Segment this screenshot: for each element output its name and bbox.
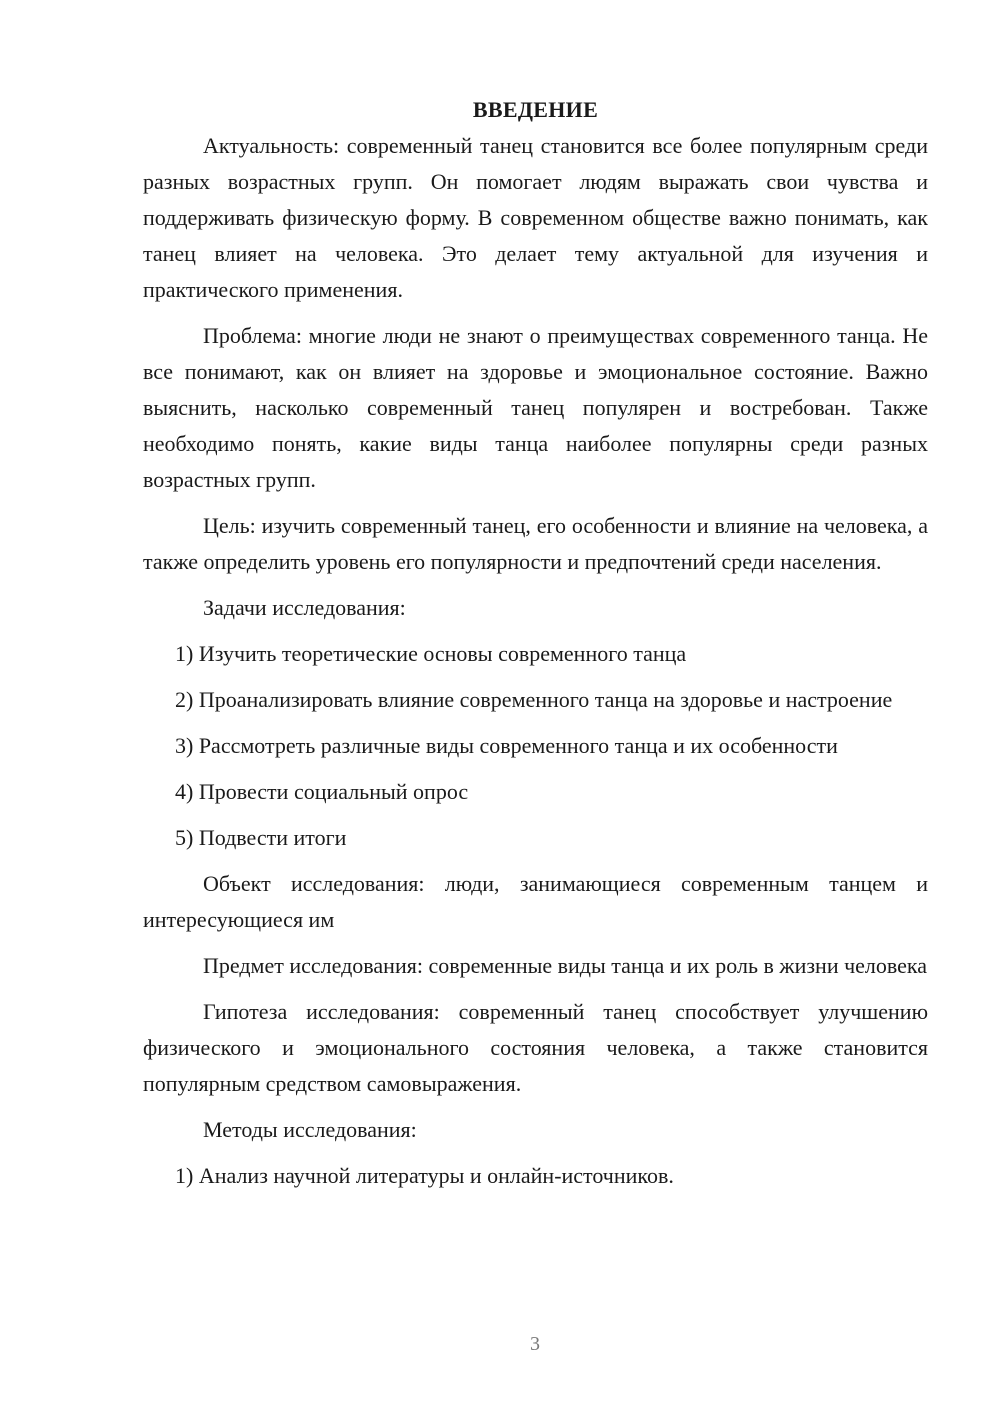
method-item-1: 1) Анализ научной литературы и онлайн-источников. [175,1163,674,1188]
problem-paragraph: Проблема: многие люди не знают о преимуществах современного танца. Не все понимают, как он влияет на здоровье и эмоциональное состояние. Важно выяснить, насколько современный танец популярен и востребован. Также необходимо понять, какие виды танца наиболее популярны среди разных возрастных групп. [143,323,928,492]
goal-paragraph: Цель: изучить современный танец, его особенности и влияние на человека, а также определить уровень его популярности и предпочтений среди населения. [143,513,928,574]
object-paragraph: Объект исследования: люди, занимающиеся современным танцем и интересующиеся им [143,871,928,932]
task-item-2: 2) Проанализировать влияние современного танца на здоровье и настроение [175,687,893,712]
document-page [143,92,928,1204]
page-number: 3 [530,1333,540,1355]
task-item-3: 3) Рассмотреть различные виды современного танца и их особенности [175,733,838,758]
task-item-4: 4) Провести социальный опрос [175,779,469,804]
relevance-paragraph: Актуальность: современный танец становится все более популярным среди разных возрастных групп. Он помогает людям выражать свои чувства и поддерживать физическую форму. В современном обществе важно понимать, как танец влияет на человека. Это делает тему актуальной для изучения и практического применения. [143,133,928,302]
subject-paragraph: Предмет исследования: современные виды танца и их роль в жизни человека [203,953,928,978]
methods-heading: Методы исследования: [203,1117,417,1142]
document-title: ВВЕДЕНИЕ [472,97,599,122]
tasks-heading: Задачи исследования: [203,595,406,620]
hypothesis-paragraph: Гипотеза исследования: современный танец способствует улучшению физического и эмоционального состояния человека, а также становится популярным средством самовыражения. [143,999,928,1096]
task-item-1: 1) Изучить теоретические основы современного танца [175,641,687,666]
task-item-5: 5) Подвести итоги [175,825,347,850]
